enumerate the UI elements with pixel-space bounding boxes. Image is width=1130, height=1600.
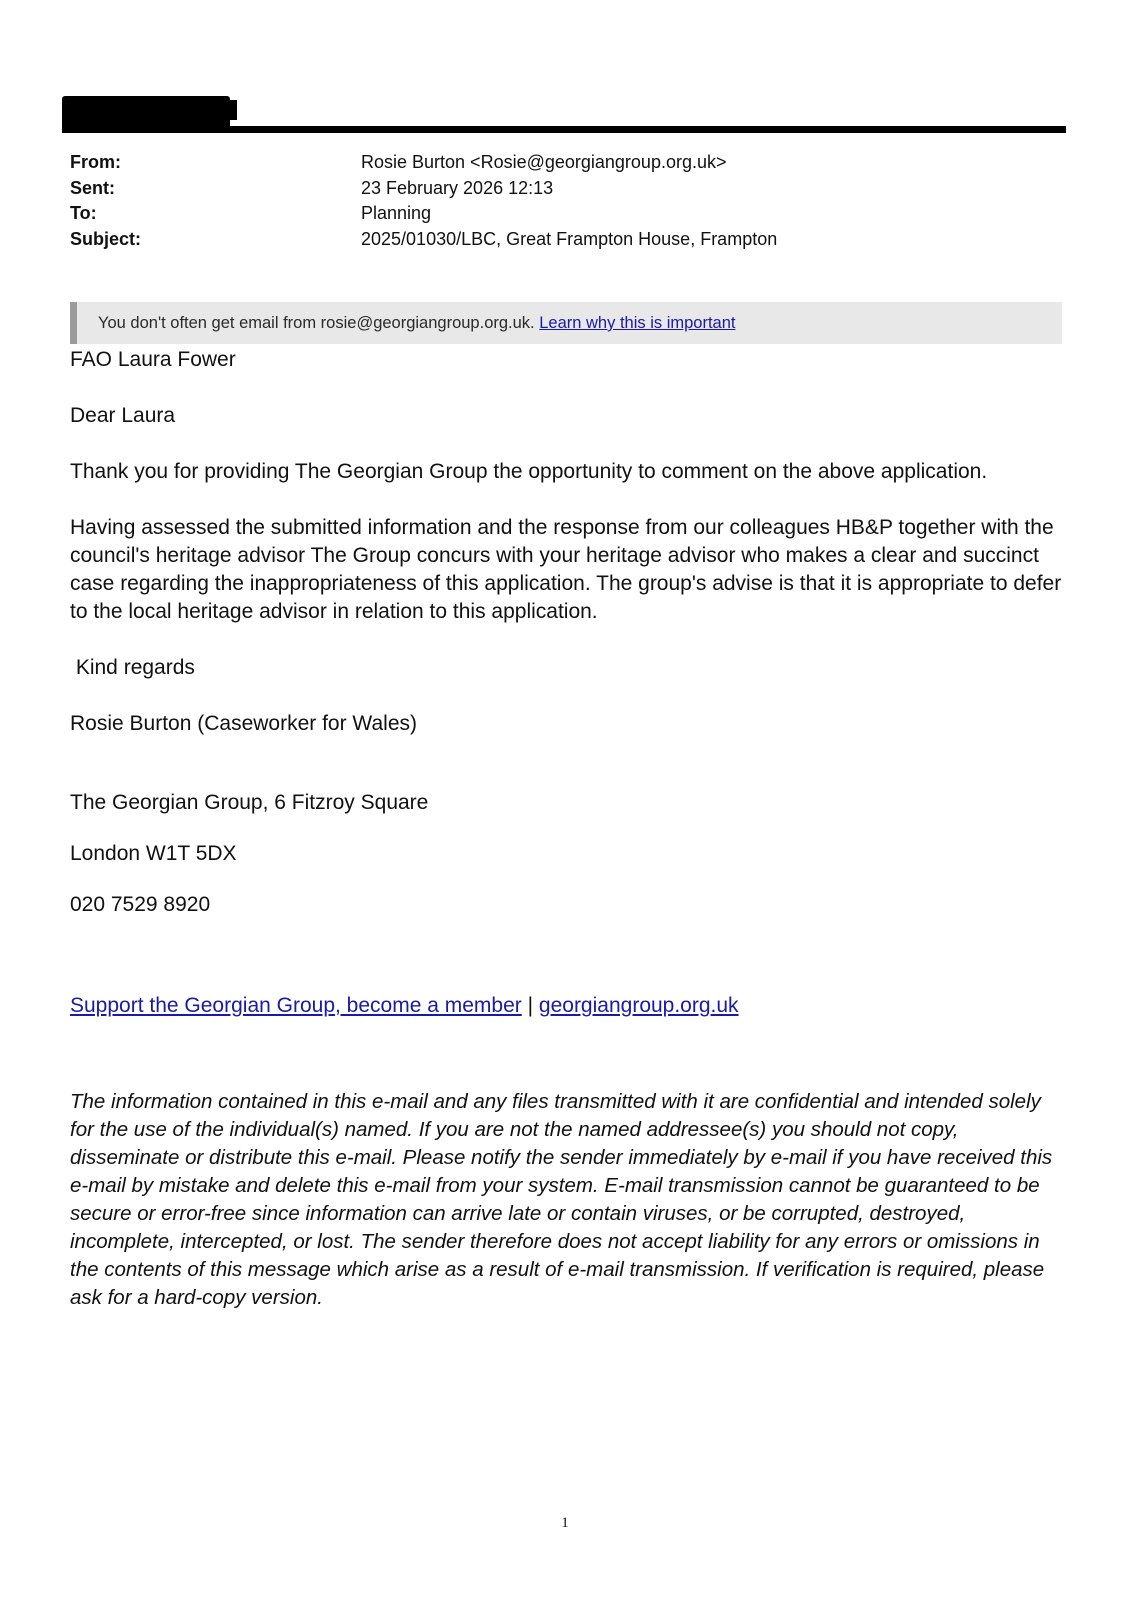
confidentiality-disclaimer: The information contained in this e-mail and any files transmitted with it are confidential and intended solely for the use of the individual(s) named. If you are not the named addressee(s) you should not copy, disseminate or distribute this e-mail. Please notify the sender immediately by e-mail if you have received this e-mail by mistake and delete this e-mail from your system. E-mail transmission cannot be guaranteed to be secure or error-free since information can arrive late or contain viruses, or be corrupted, destroyed, incomplete, intercepted, or lost. The sender therefore does not accept liability for any errors or omissions in the contents of this message which arise as a result of e-mail transmission. If verification is required, please ask for a hard-copy version. (70, 1090, 1053, 1309)
become-member-link[interactable]: Support the Georgian Group, become a member (70, 994, 522, 1017)
signature: Rosie Burton (Caseworker for Wales) (70, 712, 417, 735)
to-value: Planning (361, 203, 432, 223)
from-label: From: (70, 152, 121, 172)
from-value: Rosie Burton <Rosie@georgiangroup.org.uk> (361, 152, 727, 172)
to-row (70, 201, 1070, 227)
sent-label: Sent: (70, 177, 115, 198)
phone-number: 020 7529 8920 (70, 893, 211, 916)
greeting: Dear Laura (70, 404, 176, 427)
page-number: 1 (561, 1515, 569, 1531)
redaction-block (62, 96, 230, 129)
to-label: To: (70, 203, 97, 223)
redaction-block-edge (223, 100, 237, 120)
external-sender-notice (70, 302, 1062, 344)
address-line-2: London W1T 5DX (70, 842, 237, 865)
address-line-1: The Georgian Group, 6 Fitzroy Square (70, 791, 429, 814)
signoff: Kind regards (70, 656, 195, 679)
subject-label: Subject: (70, 228, 142, 249)
link-separator: | (527, 994, 534, 1017)
subject-value: 2025/01030/LBC, Great Frampton House, Frampton (361, 228, 778, 249)
footer-links (70, 992, 1070, 1020)
header-divider (62, 126, 1066, 133)
from-row (70, 150, 1070, 176)
paragraph-assessment: Having assessed the submitted information and the response from our colleagues HB&P together with the council's heritage advisor The Group concurs with your heritage advisor who makes a clear and succinct case regarding the inappropriateness of this application. The group's advise is that it is appropriate to defer to the local heritage advisor in relation to this application. (70, 516, 1062, 623)
subject-row (70, 227, 1070, 253)
sent-value: 23 February 2026 12:13 (361, 177, 554, 198)
website-link[interactable]: georgiangroup.org.uk (538, 994, 739, 1017)
notice-text: You don't often get email from rosie@georgiangroup.org.uk. (98, 314, 535, 332)
email-header (70, 150, 1070, 252)
paragraph-thanks: Thank you for providing The Georgian Group the opportunity to comment on the above application. (70, 460, 988, 483)
sent-row (70, 176, 1070, 202)
learn-why-link[interactable]: Learn why this is important (539, 314, 736, 332)
fao-line: FAO Laura Fower (70, 348, 236, 371)
